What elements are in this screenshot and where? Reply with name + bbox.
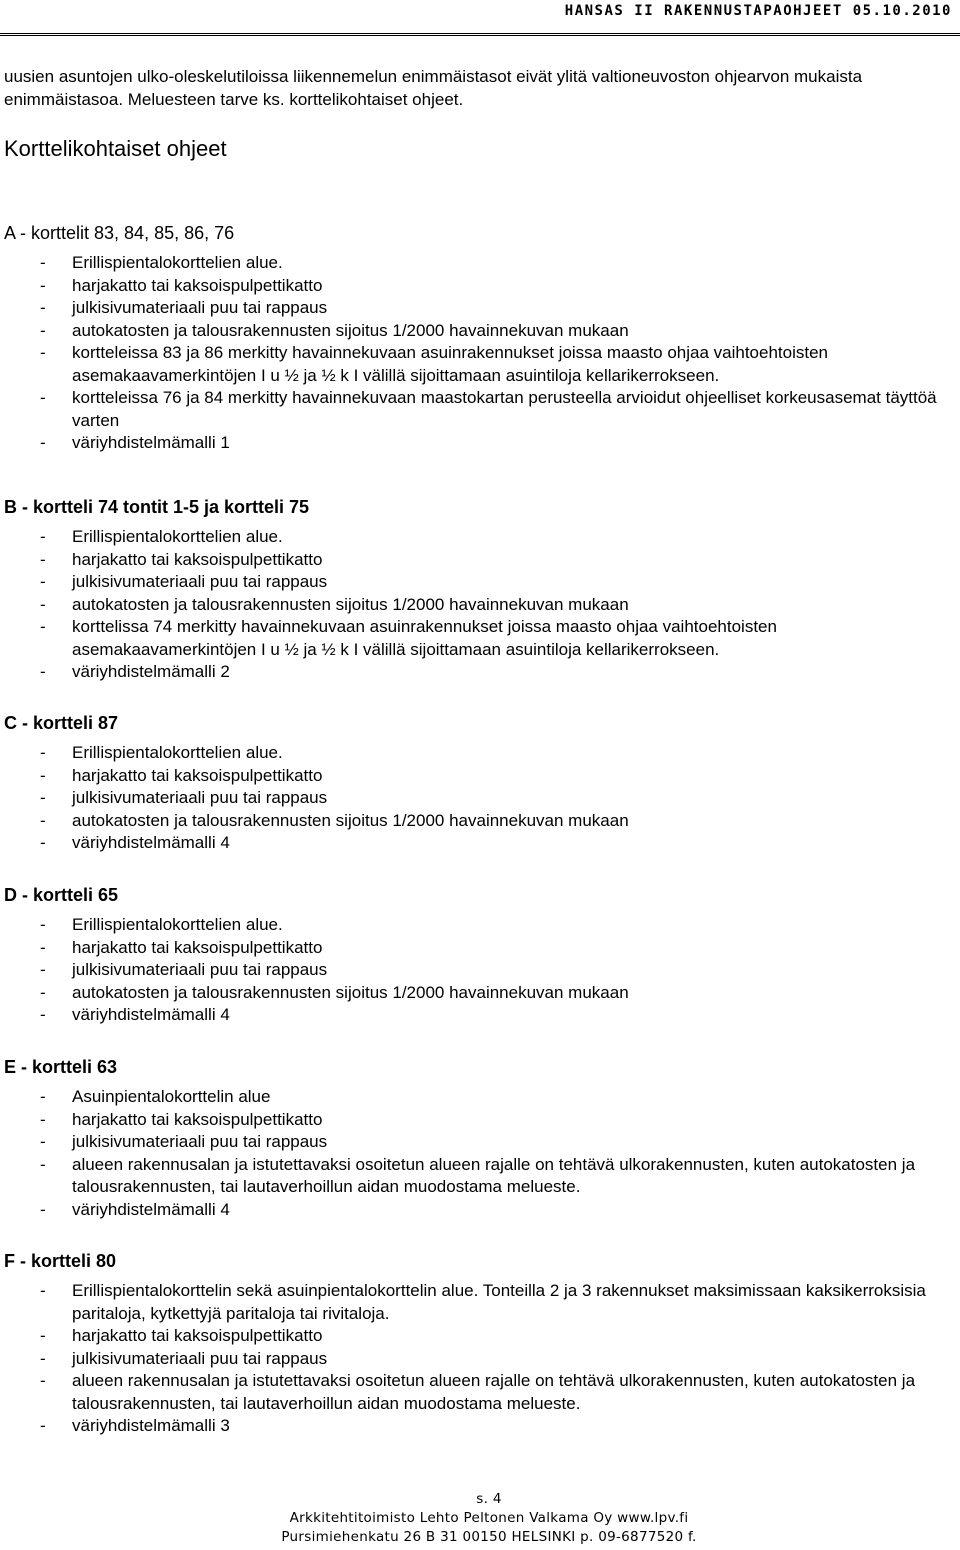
list-item: - harjakatto tai kaksoispulpettikatto <box>4 765 956 788</box>
list-item: - julkisivumateriaali puu tai rappaus <box>4 959 956 982</box>
list-item: - harjakatto tai kaksoispulpettikatto <box>4 1109 956 1132</box>
section-title: Korttelikohtaiset ohjeet <box>4 136 227 161</box>
list-item: - Erillispientalokorttelien alue. <box>4 914 956 937</box>
block-d <box>4 884 956 1027</box>
item-list <box>4 742 956 855</box>
list-item: - väriyhdistelmämalli 4 <box>4 1004 956 1027</box>
block-heading: B - kortteli 74 tontit 1-5 ja kortteli 75 <box>4 497 310 517</box>
list-item: - julkisivumateriaali puu tai rappaus <box>4 1348 956 1371</box>
list-item: - alueen rakennusalan ja istutettavaksi osoitetun alueen rajalle on tehtävä ulkorakennusten, kuten autokatosten ja talousrakennusten, tai lautaverhoillun aidan muodostama melueste. <box>4 1370 956 1415</box>
list-item: - kortteleissa 76 ja 84 merkitty havainnekuvaan maastokartan perusteella arvioidut ohjeelliset korkeusasemat täyttöä varten <box>4 387 956 432</box>
list-item: - korttelissa 74 merkitty havainnekuvaan asuinrakennukset joissa maasto ohjaa vaihtoehtoisten asemakaavamerkintöjen I u ½ ja ½ k I välillä sijoittamaan asuintiloja kellarikerrokseen. <box>4 616 956 661</box>
list-item: - Erillispientalokorttelien alue. <box>4 742 956 765</box>
list-item: - Erillispientalokorttelin sekä asuinpientalokorttelin alue. Tonteilla 2 ja 3 rakennukset maksimissaan kaksikerroksisia paritaloja, kytkettyjä paritaloja tai rivitaloja. <box>4 1280 956 1325</box>
list-item: - autokatosten ja talousrakennusten sijoitus 1/2000 havainnekuvan mukaan <box>4 594 956 617</box>
list-item: - harjakatto tai kaksoispulpettikatto <box>4 275 956 298</box>
block-heading: A - korttelit 83, 84, 85, 86, 76 <box>4 223 235 243</box>
list-item: - Asuinpientalokorttelin alue <box>4 1086 956 1109</box>
list-item: - alueen rakennusalan ja istutettavaksi osoitetun alueen rajalle on tehtävä ulkorakennusten, kuten autokatosten ja talousrakennusten, tai lautaverhoillun aidan muodostama melueste. <box>4 1154 956 1199</box>
footer-address: Pursimiehenkatu 26 B 31 00150 HELSINKI p. 09-6877520 f. <box>281 1529 697 1545</box>
list-item: - julkisivumateriaali puu tai rappaus <box>4 297 956 320</box>
block-f <box>4 1250 956 1438</box>
block-c <box>4 712 956 855</box>
item-list <box>4 1280 956 1438</box>
intro-paragraph: uusien asuntojen ulko-oleskelutiloissa liikennemelun enimmäistasot eivät ylitä valtioneuvoston ohjearvon mukaista enimmäistasoa. Meluesteen tarve ks. korttelikohtaiset ohjeet. <box>4 67 863 109</box>
item-list <box>4 526 956 684</box>
page-footer <box>0 1490 960 1547</box>
list-item: - väriyhdistelmämalli 2 <box>4 661 956 684</box>
list-item: - väriyhdistelmämalli 3 <box>4 1415 956 1438</box>
item-list <box>4 914 956 1027</box>
list-item: - autokatosten ja talousrakennusten sijoitus 1/2000 havainnekuvan mukaan <box>4 982 956 1005</box>
list-item: - harjakatto tai kaksoispulpettikatto <box>4 1325 956 1348</box>
list-item: - kortteleissa 83 ja 86 merkitty havainnekuvaan asuinrakennukset joissa maasto ohjaa vaihtoehtoisten asemakaavamerkintöjen I u ½ ja ½ k I välillä sijoittamaan asuintiloja kellarikerrokseen. <box>4 342 956 387</box>
page-number: s. 4 <box>476 1491 502 1507</box>
block-e <box>4 1056 956 1221</box>
block-heading: D - kortteli 65 <box>4 885 119 905</box>
list-item: - Erillispientalokorttelien alue. <box>4 252 956 275</box>
item-list <box>4 252 956 455</box>
item-list <box>4 1086 956 1221</box>
header-divider <box>0 33 960 36</box>
footer-company: Arkkitehtitoimisto Lehto Peltonen Valkama Oy www.lpv.fi <box>289 1510 689 1526</box>
document-header: HANSAS II RAKENNUSTAPAOHJEET 05.10.2010 <box>564 3 952 19</box>
list-item: - autokatosten ja talousrakennusten sijoitus 1/2000 havainnekuvan mukaan <box>4 810 956 833</box>
list-item: - julkisivumateriaali puu tai rappaus <box>4 571 956 594</box>
list-item: - harjakatto tai kaksoispulpettikatto <box>4 937 956 960</box>
list-item: - väriyhdistelmämalli 1 <box>4 432 956 455</box>
list-item: - julkisivumateriaali puu tai rappaus <box>4 787 956 810</box>
list-item: - väriyhdistelmämalli 4 <box>4 832 956 855</box>
list-item: - väriyhdistelmämalli 4 <box>4 1199 956 1222</box>
block-heading: E - kortteli 63 <box>4 1057 118 1077</box>
list-item: - Erillispientalokorttelien alue. <box>4 526 956 549</box>
block-b <box>4 496 956 684</box>
list-item: - autokatosten ja talousrakennusten sijoitus 1/2000 havainnekuvan mukaan <box>4 320 956 343</box>
list-item: - harjakatto tai kaksoispulpettikatto <box>4 549 956 572</box>
list-item: - julkisivumateriaali puu tai rappaus <box>4 1131 956 1154</box>
block-heading: F - kortteli 80 <box>4 1251 117 1271</box>
block-heading: C - kortteli 87 <box>4 713 119 733</box>
block-a <box>4 222 956 455</box>
